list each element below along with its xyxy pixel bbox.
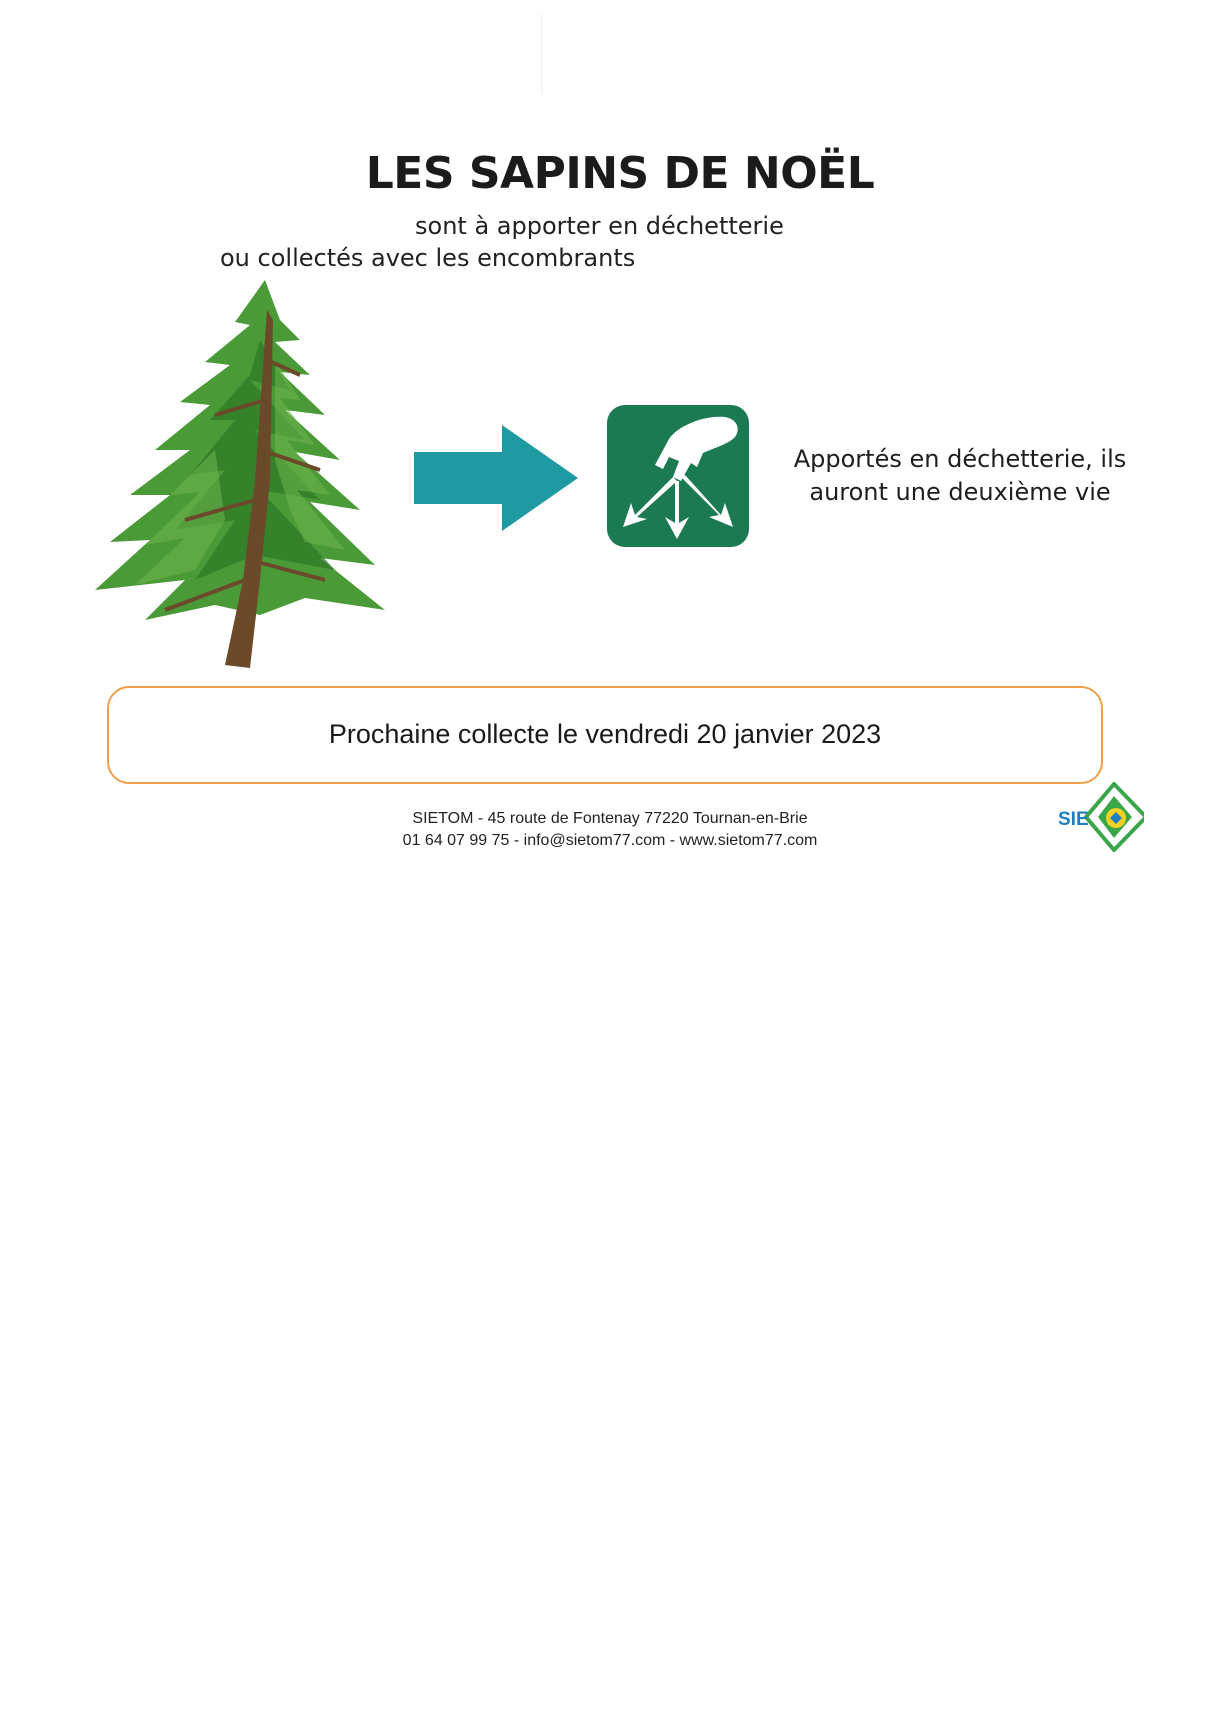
second-life-text: Apportés en déchetterie, ils auront une deuxième vie bbox=[793, 445, 1127, 506]
collection-notice-text: Prochaine collecte le vendredi 20 janvier 2023 bbox=[328, 719, 882, 749]
arrow-right-icon bbox=[414, 425, 578, 531]
logo-text: SIE bbox=[1058, 809, 1089, 830]
sietom-logo-icon bbox=[1058, 782, 1144, 852]
subtitle-line-2: ou collectés avec les encombrants bbox=[220, 244, 636, 272]
page-title: LES SAPINS DE NOËL bbox=[365, 148, 875, 199]
footer-address: SIETOM - 45 route de Fontenay 77220 Tournan-en-Brie bbox=[412, 810, 808, 827]
christmas-tree-icon bbox=[75, 280, 385, 670]
footer-contact-block bbox=[300, 808, 920, 852]
collection-notice-box bbox=[107, 686, 1103, 784]
dechetterie-sorting-icon bbox=[607, 405, 749, 547]
footer-contact: 01 64 07 99 75 - info@sietom77.com - www.sietom77.com bbox=[402, 832, 818, 849]
subtitle-line-1: sont à apporter en déchetterie bbox=[415, 212, 784, 240]
scan-artifact-line bbox=[541, 14, 542, 94]
